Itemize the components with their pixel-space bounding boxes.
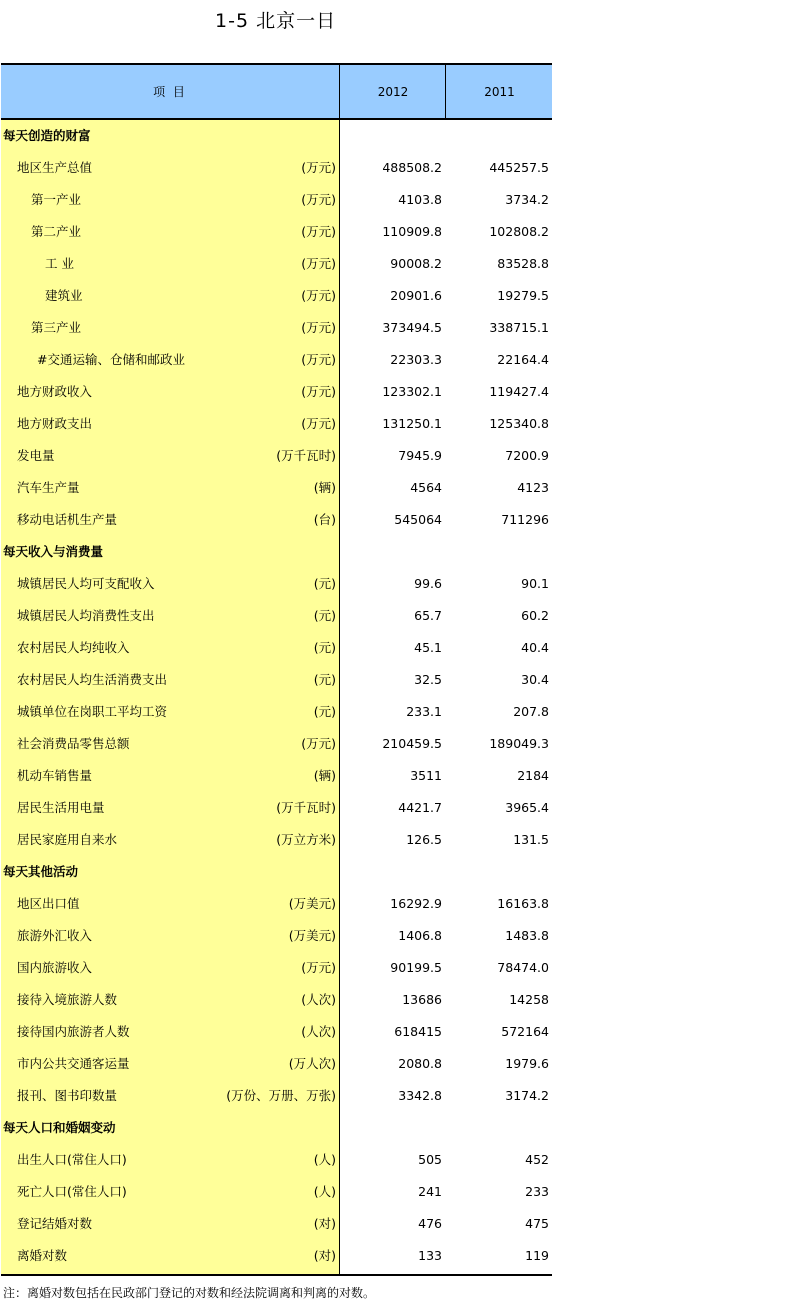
row-unit: (万美元) bbox=[288, 928, 336, 943]
row-unit: (万元) bbox=[301, 352, 336, 367]
row-label: 工 业 bbox=[45, 256, 74, 271]
table-row bbox=[1, 792, 552, 824]
table-row bbox=[1, 408, 552, 440]
table-row bbox=[1, 312, 552, 344]
row-label: 地区生产总值 bbox=[17, 160, 93, 175]
section-row bbox=[1, 536, 552, 568]
row-label: 居民家庭用自来水 bbox=[17, 832, 118, 847]
row-label: 出生人口(常住人口) bbox=[17, 1152, 127, 1167]
value-2011: 3174.2 bbox=[505, 1088, 549, 1103]
value-2012: 3511 bbox=[410, 768, 442, 783]
value-2012: 13686 bbox=[402, 992, 442, 1007]
data-table bbox=[1, 63, 552, 1272]
value-2011: 119427.4 bbox=[489, 384, 549, 399]
value-2011: 4123 bbox=[517, 480, 549, 495]
table-row bbox=[1, 632, 552, 664]
value-2012: 545064 bbox=[394, 512, 442, 527]
row-label: 地区出口值 bbox=[17, 896, 80, 911]
row-unit: (对) bbox=[313, 1216, 336, 1231]
row-unit: (元) bbox=[313, 608, 336, 623]
table-row bbox=[1, 1016, 552, 1048]
footnote: 注：离婚对数包括在民政部门登记的对数和经法院调离和判离的对数。 bbox=[3, 1286, 376, 1300]
table-row bbox=[1, 952, 552, 984]
value-2011: 7200.9 bbox=[505, 448, 549, 463]
table-row bbox=[1, 504, 552, 536]
row-label: 城镇居民人均消费性支出 bbox=[17, 608, 155, 623]
row-label: 第一产业 bbox=[31, 192, 82, 207]
row-unit: (万份、万册、万张) bbox=[226, 1088, 336, 1103]
row-unit: (元) bbox=[313, 640, 336, 655]
value-2012: 373494.5 bbox=[382, 320, 442, 335]
value-2012: 618415 bbox=[394, 1024, 442, 1039]
table-row bbox=[1, 1048, 552, 1080]
table-row bbox=[1, 280, 552, 312]
table-row bbox=[1, 376, 552, 408]
value-2011: 711296 bbox=[501, 512, 549, 527]
table-row bbox=[1, 696, 552, 728]
row-label: 离婚对数 bbox=[17, 1248, 68, 1263]
value-2012: 476 bbox=[418, 1216, 442, 1231]
row-label: 建筑业 bbox=[45, 288, 83, 303]
value-2012: 1406.8 bbox=[398, 928, 442, 943]
value-2011: 22164.4 bbox=[497, 352, 549, 367]
row-unit: (万立方米) bbox=[276, 832, 336, 847]
value-2011: 3734.2 bbox=[505, 192, 549, 207]
section-label: 每天创造的财富 bbox=[3, 128, 91, 143]
value-2012: 2080.8 bbox=[398, 1056, 442, 1071]
table-row bbox=[1, 920, 552, 952]
table-row bbox=[1, 1080, 552, 1112]
table-body bbox=[1, 120, 552, 1272]
table-bottom-border bbox=[1, 1274, 552, 1276]
page-title: 1-5 北京一日 bbox=[215, 10, 337, 32]
row-label: 发电量 bbox=[17, 448, 55, 463]
row-unit: (人次) bbox=[301, 992, 336, 1007]
row-unit: (万千瓦时) bbox=[276, 800, 336, 815]
row-label: 移动电话机生产量 bbox=[17, 512, 118, 527]
table-row bbox=[1, 824, 552, 856]
row-unit: (万元) bbox=[301, 736, 336, 751]
value-2012: 123302.1 bbox=[382, 384, 442, 399]
value-2012: 65.7 bbox=[414, 608, 442, 623]
value-2011: 40.4 bbox=[521, 640, 549, 655]
value-2011: 1483.8 bbox=[505, 928, 549, 943]
row-unit: (辆) bbox=[313, 768, 336, 783]
value-2011: 78474.0 bbox=[497, 960, 549, 975]
row-label: 农村居民人均生活消费支出 bbox=[17, 672, 168, 687]
row-label: #交通运输、仓储和邮政业 bbox=[37, 352, 185, 367]
row-unit: (万美元) bbox=[288, 896, 336, 911]
row-unit: (元) bbox=[313, 672, 336, 687]
value-2012: 210459.5 bbox=[382, 736, 442, 751]
value-2011: 16163.8 bbox=[497, 896, 549, 911]
row-unit: (万元) bbox=[301, 256, 336, 271]
value-2012: 7945.9 bbox=[398, 448, 442, 463]
section-label: 每天人口和婚姻变动 bbox=[3, 1120, 116, 1135]
section-label: 每天其他活动 bbox=[3, 864, 79, 879]
table-row bbox=[1, 888, 552, 920]
table-row bbox=[1, 1144, 552, 1176]
row-label: 农村居民人均纯收入 bbox=[17, 640, 130, 655]
value-2012: 22303.3 bbox=[390, 352, 442, 367]
section-row bbox=[1, 120, 552, 152]
table-row bbox=[1, 440, 552, 472]
value-2012: 505 bbox=[418, 1152, 442, 1167]
row-label: 旅游外汇收入 bbox=[17, 928, 93, 943]
value-2011: 3965.4 bbox=[505, 800, 549, 815]
row-label: 地方财政收入 bbox=[17, 384, 93, 399]
section-row bbox=[1, 1112, 552, 1144]
table-row bbox=[1, 1176, 552, 1208]
value-2011: 233 bbox=[525, 1184, 549, 1199]
table-row bbox=[1, 664, 552, 696]
table-row bbox=[1, 600, 552, 632]
value-2012: 131250.1 bbox=[382, 416, 442, 431]
value-2011: 2184 bbox=[517, 768, 549, 783]
value-2012: 32.5 bbox=[414, 672, 442, 687]
table-header bbox=[1, 63, 552, 120]
row-unit: (万元) bbox=[301, 288, 336, 303]
row-label: 城镇居民人均可支配收入 bbox=[17, 576, 155, 591]
value-2011: 14258 bbox=[509, 992, 549, 1007]
value-2012: 16292.9 bbox=[390, 896, 442, 911]
value-2012: 110909.8 bbox=[382, 224, 442, 239]
row-unit: (人) bbox=[313, 1152, 336, 1167]
value-2012: 241 bbox=[418, 1184, 442, 1199]
row-label: 居民生活用电量 bbox=[17, 800, 105, 815]
row-label: 社会消费品零售总额 bbox=[17, 736, 130, 751]
value-2011: 475 bbox=[525, 1216, 549, 1231]
row-unit: (台) bbox=[313, 512, 336, 527]
value-2011: 189049.3 bbox=[489, 736, 549, 751]
table-row bbox=[1, 248, 552, 280]
value-2011: 445257.5 bbox=[489, 160, 549, 175]
value-2011: 572164 bbox=[501, 1024, 549, 1039]
value-2011: 90.1 bbox=[521, 576, 549, 591]
table-row bbox=[1, 728, 552, 760]
value-2012: 3342.8 bbox=[398, 1088, 442, 1103]
row-unit: (人次) bbox=[301, 1024, 336, 1039]
value-2011: 207.8 bbox=[513, 704, 549, 719]
row-label: 汽车生产量 bbox=[17, 480, 80, 495]
row-label: 市内公共交通客运量 bbox=[17, 1056, 130, 1071]
table-row bbox=[1, 184, 552, 216]
row-label: 第三产业 bbox=[31, 320, 82, 335]
row-label: 死亡人口(常住人口) bbox=[17, 1184, 127, 1199]
value-2011: 119 bbox=[525, 1248, 549, 1263]
value-2011: 60.2 bbox=[521, 608, 549, 623]
value-2012: 45.1 bbox=[414, 640, 442, 655]
row-label: 地方财政支出 bbox=[17, 416, 93, 431]
row-unit: (万元) bbox=[301, 320, 336, 335]
row-label: 城镇单位在岗职工平均工资 bbox=[17, 704, 168, 719]
value-2012: 233.1 bbox=[406, 704, 442, 719]
table-row bbox=[1, 1208, 552, 1240]
row-unit: (万元) bbox=[301, 192, 336, 207]
table-row bbox=[1, 152, 552, 184]
table-row bbox=[1, 1240, 552, 1272]
value-2011: 125340.8 bbox=[489, 416, 549, 431]
value-2011: 19279.5 bbox=[497, 288, 549, 303]
table-row bbox=[1, 216, 552, 248]
value-2012: 20901.6 bbox=[390, 288, 442, 303]
value-2012: 4421.7 bbox=[398, 800, 442, 815]
value-2012: 99.6 bbox=[414, 576, 442, 591]
table-row bbox=[1, 472, 552, 504]
row-unit: (万元) bbox=[301, 224, 336, 239]
table-row bbox=[1, 984, 552, 1016]
row-unit: (万元) bbox=[301, 160, 336, 175]
value-2012: 126.5 bbox=[406, 832, 442, 847]
row-label: 国内旅游收入 bbox=[17, 960, 93, 975]
value-2011: 30.4 bbox=[521, 672, 549, 687]
row-label: 接待入境旅游人数 bbox=[17, 992, 118, 1007]
row-label: 机动车销售量 bbox=[17, 768, 93, 783]
row-label: 登记结婚对数 bbox=[17, 1216, 93, 1231]
table-row bbox=[1, 568, 552, 600]
value-2012: 90008.2 bbox=[390, 256, 442, 271]
row-label: 报刊、图书印数量 bbox=[17, 1088, 118, 1103]
row-unit: (人) bbox=[313, 1184, 336, 1199]
table-row bbox=[1, 760, 552, 792]
row-unit: (辆) bbox=[313, 480, 336, 495]
value-2011: 131.5 bbox=[513, 832, 549, 847]
row-unit: (万元) bbox=[301, 960, 336, 975]
row-unit: (万元) bbox=[301, 384, 336, 399]
value-2011: 1979.6 bbox=[505, 1056, 549, 1071]
row-unit: (万千瓦时) bbox=[276, 448, 336, 463]
value-2012: 4103.8 bbox=[398, 192, 442, 207]
header-item: 项 目 bbox=[153, 85, 187, 99]
value-2012: 133 bbox=[418, 1248, 442, 1263]
value-2011: 452 bbox=[525, 1152, 549, 1167]
value-2011: 83528.8 bbox=[497, 256, 549, 271]
header-2011: 2011 bbox=[445, 65, 553, 118]
section-label: 每天收入与消费量 bbox=[3, 544, 104, 559]
value-2012: 90199.5 bbox=[390, 960, 442, 975]
section-row bbox=[1, 856, 552, 888]
row-unit: (元) bbox=[313, 576, 336, 591]
value-2011: 338715.1 bbox=[489, 320, 549, 335]
row-unit: (元) bbox=[313, 704, 336, 719]
value-2012: 4564 bbox=[410, 480, 442, 495]
row-unit: (万元) bbox=[301, 416, 336, 431]
row-unit: (万人次) bbox=[288, 1056, 336, 1071]
value-2012: 488508.2 bbox=[382, 160, 442, 175]
row-label: 第二产业 bbox=[31, 224, 82, 239]
value-2011: 102808.2 bbox=[489, 224, 549, 239]
row-unit: (对) bbox=[313, 1248, 336, 1263]
header-2012: 2012 bbox=[339, 65, 446, 118]
table-row bbox=[1, 344, 552, 376]
row-label: 接待国内旅游者人数 bbox=[17, 1024, 130, 1039]
